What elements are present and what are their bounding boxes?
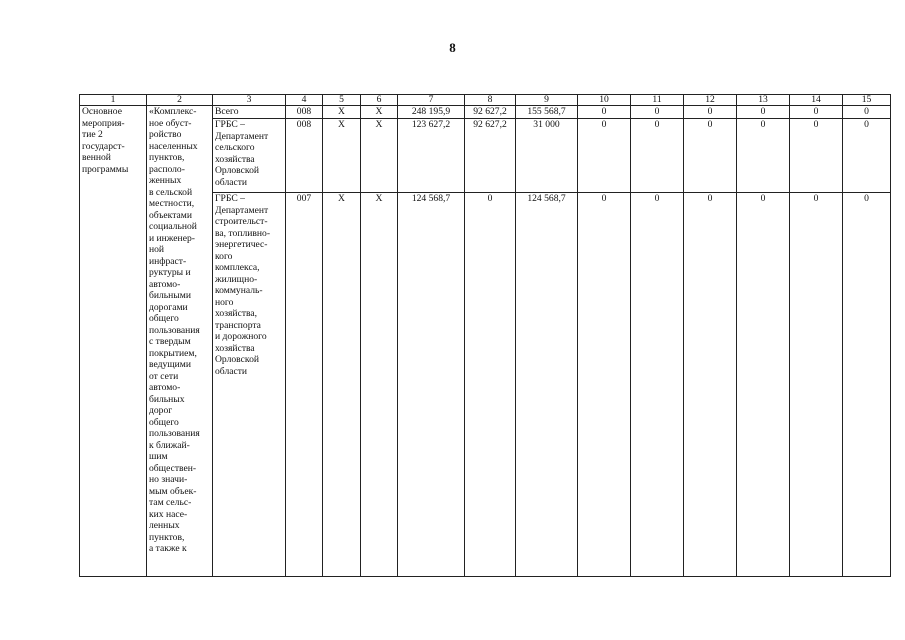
value-cell: 0 [631,106,684,119]
value-cell: Х [323,106,361,119]
value-cell: 0 [737,193,790,577]
executor-cell: ГРБС – Департамент строительст- ва, топливно- энергетичес- кого комплекса, жилищно- коммуналь- ного хозяйства, транспорта и дорожного хозяйства Орловской области [213,193,286,577]
value-cell: 0 [631,119,684,193]
column-number: 10 [578,95,631,106]
value-cell: Х [361,193,398,577]
value-cell: 0 [684,193,737,577]
column-number-row [80,95,891,106]
column-number: 8 [465,95,516,106]
value-cell: 124 568,7 [398,193,465,577]
column-number: 2 [147,95,213,106]
value-cell: 31 000 [516,119,578,193]
value-cell: Х [323,193,361,577]
value-cell: 0 [684,106,737,119]
value-cell: 0 [790,193,843,577]
page-number: 8 [449,40,456,55]
value-cell: 92 627,2 [465,106,516,119]
event-name-cell: «Комплекс- ное обуст- ройство населенных пунктов, располо- женных в сельской местности, объектами социальной и инженер- ной инфраст- руктуры и автомо- бильными дорогами общего пользования с твердым покрытием, ведущими от сети автомо- бильных дорог общего пользования к ближай- шим обществен- но значи- мым объек- там сельс- ких насе- ленных пунктов, а также к [147,106,213,577]
value-cell: 0 [790,106,843,119]
executor-cell: ГРБС – Департамент сельского хозяйства Орловской области [213,119,286,193]
value-cell: Х [361,106,398,119]
column-number: 5 [323,95,361,106]
value-cell: 0 [737,106,790,119]
value-cell: 0 [684,119,737,193]
value-cell: 008 [286,106,323,119]
column-number: 11 [631,95,684,106]
value-cell: 0 [578,193,631,577]
value-cell: 007 [286,193,323,577]
column-number: 6 [361,95,398,106]
column-number: 1 [80,95,147,106]
value-cell: 124 568,7 [516,193,578,577]
column-number: 3 [213,95,286,106]
value-cell: 155 568,7 [516,106,578,119]
value-cell: Х [361,119,398,193]
value-cell: 248 195,9 [398,106,465,119]
value-cell: 0 [843,106,891,119]
value-cell: 0 [465,193,516,577]
column-number: 15 [843,95,891,106]
executor-cell: Всего [213,106,286,119]
table-row-total [80,106,891,119]
value-cell: 92 627,2 [465,119,516,193]
budget-table [79,94,891,577]
value-cell: 0 [843,119,891,193]
event-type-cell: Основное мероприя- тие 2 государст- венной программы [80,106,147,577]
column-number: 14 [790,95,843,106]
column-number: 9 [516,95,578,106]
column-number: 4 [286,95,323,106]
value-cell: 0 [578,119,631,193]
column-number: 12 [684,95,737,106]
value-cell: 008 [286,119,323,193]
value-cell: 0 [790,119,843,193]
value-cell: Х [323,119,361,193]
value-cell: 0 [843,193,891,577]
value-cell: 0 [737,119,790,193]
value-cell: 0 [578,106,631,119]
value-cell: 123 627,2 [398,119,465,193]
column-number: 13 [737,95,790,106]
column-number: 7 [398,95,465,106]
value-cell: 0 [631,193,684,577]
